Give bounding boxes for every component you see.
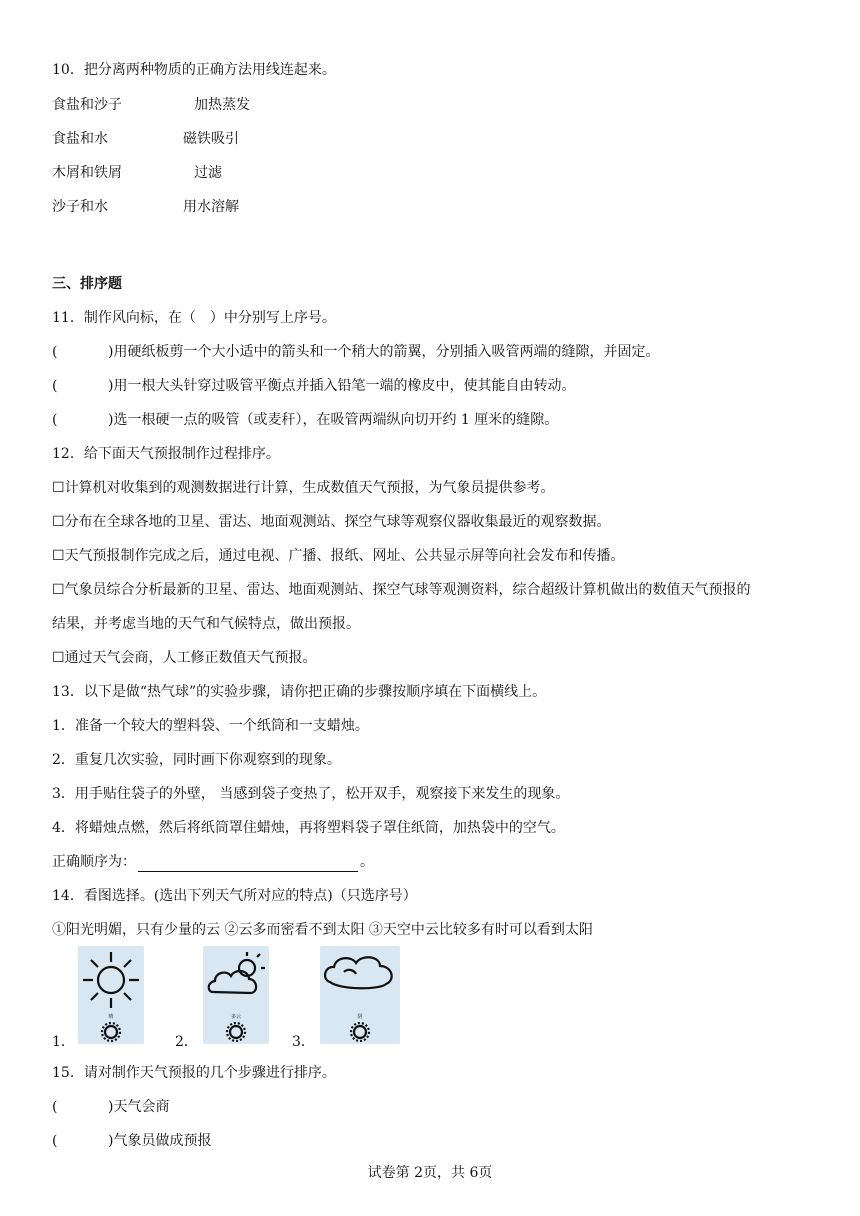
- q15-question: 15．请对制作天气预报的几个步骤进行排序。: [52, 1065, 336, 1081]
- q12-item-text: 气象员综合分析最新的卫星、雷达、地面观测站、探空气球等观测资料，综合超级计算机做出的数值天气预报的: [64, 582, 751, 598]
- q13-step-1: 1．准备一个较大的塑料袋、一个纸筒和一支蜡烛。: [52, 718, 369, 734]
- picture-number-2: 2．: [175, 1034, 198, 1050]
- page-footer: 试卷第 2页，共 6页: [367, 1165, 493, 1181]
- answer-paren-open: (: [52, 412, 58, 428]
- answer-end: 。: [360, 854, 374, 870]
- q12-item-text: 分布在全球各地的卫星、雷达、地面观测站、探空气球等观察仪器收集最近的观察数据。: [64, 514, 611, 530]
- q15-step-text: 天气会商: [113, 1099, 170, 1115]
- q15-step-1: [52, 1097, 169, 1117]
- section-title: 三、排序题: [52, 276, 122, 292]
- answer-label: 正确顺序为：: [52, 854, 136, 870]
- q14-question: 14．看图选择。(选出下列天气所对应的特点)（只选序号）: [52, 888, 417, 904]
- q12-item-5: [52, 648, 317, 668]
- q12-item-text: 计算机对收集到的观测数据进行计算，生成数值天气预报，为气象员提供参考。: [64, 480, 555, 496]
- q10-left-2: 食盐和水: [52, 131, 108, 147]
- q15-step-text: 气象员做成预报: [113, 1133, 212, 1149]
- partly-cloudy-icon: [203, 946, 269, 1044]
- answer-blank[interactable]: [138, 857, 358, 872]
- sun-picture[interactable]: [78, 946, 144, 1044]
- q13-question: 13．以下是做“热气球”的实验步骤，请你把正确的步骤按顺序填在下面横线上。: [52, 684, 547, 700]
- checkbox[interactable]: ☐: [52, 514, 65, 530]
- checkbox[interactable]: ☐: [52, 480, 65, 496]
- q11-step-3: [52, 410, 558, 430]
- caption-sunny: 晴: [108, 1014, 114, 1020]
- q14-options: ①阳光明媚，只有少量的云 ②云多而密看不到太阳 ③天空中云比较多有时可以看到太阳: [52, 922, 593, 938]
- answer-paren-close[interactable]: ): [108, 1099, 114, 1115]
- q15-step-2: [52, 1131, 211, 1151]
- answer-paren-open: (: [52, 344, 58, 360]
- caption-overcast: 阴: [357, 1014, 363, 1020]
- checkbox[interactable]: ☐: [52, 582, 65, 598]
- q13-step-3: 3．用手贴住袋子的外壁， 当感到袋子变热了，松开双手，观察接下来发生的现象。: [52, 786, 570, 802]
- q11-step-text: 用硬纸板剪一个大小适中的箭头和一个稍大的箭翼，分别插入吸管两端的缝隙，并固定。: [113, 344, 660, 360]
- q10-right-3: 过滤: [194, 165, 222, 181]
- q12-item-text: 天气预报制作完成之后，通过电视、广播、报纸、网址、公共显示屏等向社会发布和传播。: [64, 548, 625, 564]
- answer-paren-close[interactable]: ): [108, 378, 114, 394]
- checkbox[interactable]: ☐: [52, 650, 65, 666]
- q12-item-text: 通过天气会商，人工修正数值天气预报。: [64, 650, 317, 666]
- caption-cloudy: 多云: [230, 1014, 242, 1020]
- q12-item-2: [52, 512, 611, 532]
- answer-paren-close[interactable]: ): [108, 344, 114, 360]
- answer-paren-close[interactable]: ): [108, 1133, 114, 1149]
- q11-question: 11．制作风向标，在（ ）中分别写上序号。: [52, 310, 336, 326]
- overcast-icon: [320, 946, 400, 1044]
- answer-paren-open: (: [52, 1099, 58, 1115]
- answer-paren-open: (: [52, 1133, 58, 1149]
- q11-step-text: 用一根大头针穿过吸管平衡点并插入铅笔一端的橡皮中，使其能自由转动。: [113, 378, 576, 394]
- q11-step-text: 选一根硬一点的吸管（或麦秆），在吸管两端纵向切开约 1 厘米的缝隙。: [113, 412, 559, 428]
- q13-answer: [52, 852, 374, 872]
- sun-icon: [78, 946, 144, 1044]
- q10-left-4: 沙子和水: [52, 199, 108, 215]
- answer-paren-open: (: [52, 378, 58, 394]
- picture-number-1: 1．: [52, 1034, 75, 1050]
- q10-left-1: 食盐和沙子: [52, 97, 122, 113]
- picture-number-3: 3．: [292, 1034, 315, 1050]
- q10-question: 10．把分离两种物质的正确方法用线连起来。: [52, 62, 336, 78]
- q11-step-2: [52, 376, 575, 396]
- q11-step-1: [52, 342, 659, 362]
- q10-left-3: 木屑和铁屑: [52, 165, 122, 181]
- q12-item-1: [52, 478, 555, 498]
- q12-item-4: [52, 580, 751, 600]
- q12-question: 12．给下面天气预报制作过程排序。: [52, 446, 280, 462]
- q13-step-2: 2．重复几次实验，同时画下你观察到的现象。: [52, 752, 341, 768]
- q12-item-4-cont: 结果，并考虑当地的天气和气候特点，做出预报。: [52, 616, 360, 632]
- checkbox[interactable]: ☐: [52, 548, 65, 564]
- answer-paren-close[interactable]: ): [108, 412, 114, 428]
- partly-cloudy-picture[interactable]: [203, 946, 269, 1044]
- q10-right-4: 用水溶解: [183, 199, 239, 215]
- q12-item-3: [52, 546, 625, 566]
- q10-right-2: 磁铁吸引: [183, 131, 239, 147]
- overcast-picture[interactable]: [320, 946, 400, 1044]
- q10-right-1: 加热蒸发: [194, 97, 250, 113]
- q13-step-4: 4．将蜡烛点燃，然后将纸筒罩住蜡烛，再将塑料袋子罩住纸筒，加热袋中的空气。: [52, 820, 565, 836]
